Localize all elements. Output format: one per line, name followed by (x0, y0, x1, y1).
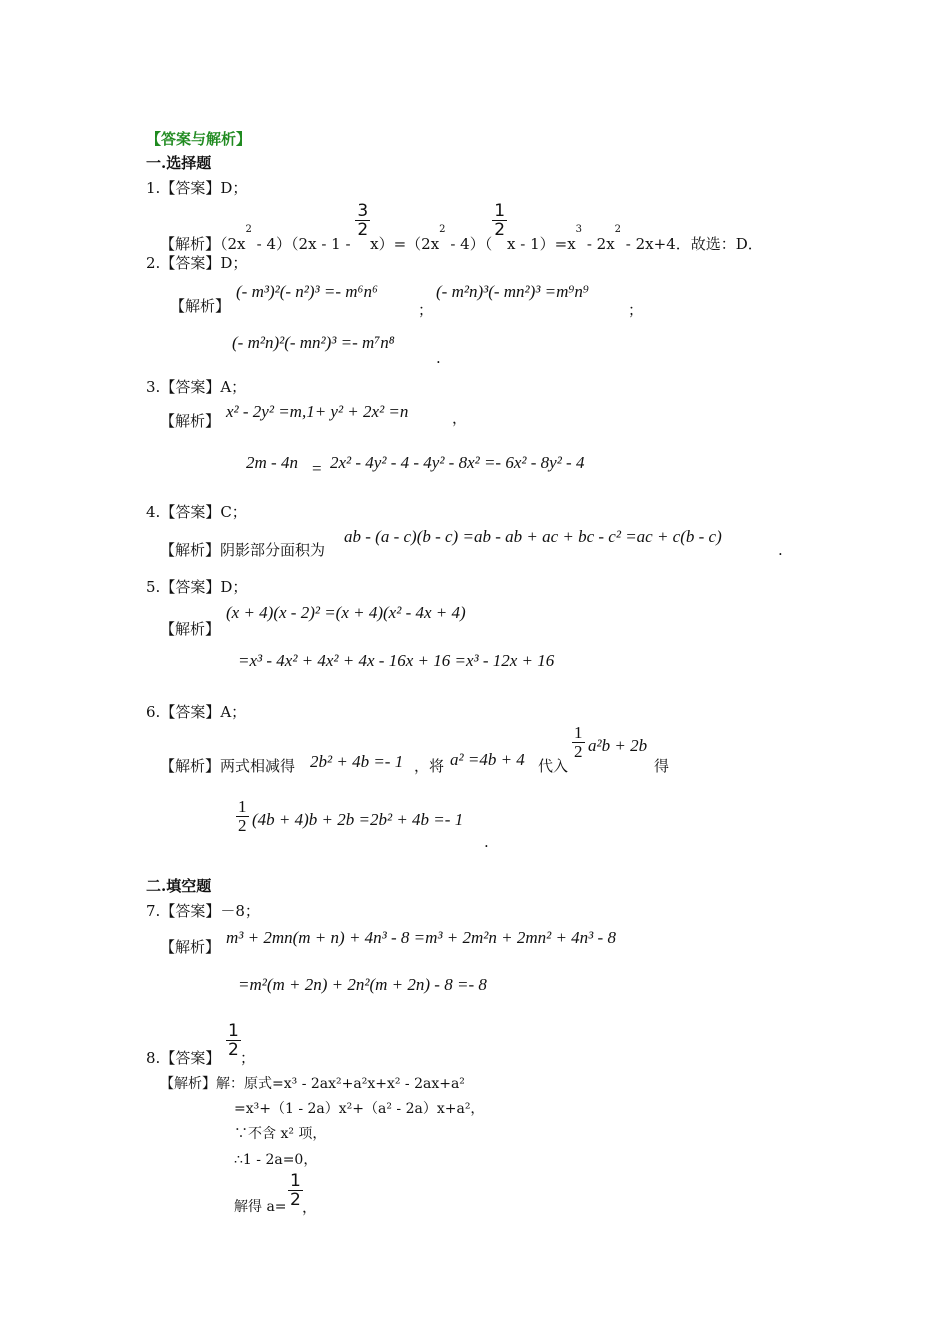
q6-e1: 2b² + 4b =- 1 (310, 752, 404, 771)
q6-l2-den: 2 (238, 816, 247, 835)
q8-l5-den: 2 (290, 1190, 301, 1210)
q2-answer (146, 253, 247, 273)
q1-answer-value: D； (220, 179, 248, 197)
q6-t1: 两式相减得 (220, 757, 296, 775)
q8-result-fraction (288, 1172, 303, 1209)
q6-e2: a² =4b + 4 (450, 750, 525, 769)
q4-explanation (160, 540, 325, 560)
q1-jx-e: x - 1）=x (507, 234, 576, 253)
answer-label: 【答案】 (160, 578, 221, 596)
q2-line3: (- m²n)²(- mn²)³ =- m⁷n⁸ (232, 333, 395, 352)
q5-answer-value: D； (220, 578, 248, 596)
q4-expr: ab - (a - c)(b - c) =ab - ab + ac + bc - c² =ac + c(b - c) (344, 527, 722, 546)
q6-fraction (572, 724, 585, 761)
q3-answer-value: A； (220, 378, 247, 396)
q8-frac-den: 2 (228, 1040, 239, 1060)
explanation-label: 【解析】 (160, 541, 221, 559)
q1-jx-d: - 4）（ (445, 234, 493, 253)
q3-formula-1 (226, 402, 408, 422)
answer-label: 【答案】 (160, 1049, 221, 1067)
answer-label: 【答案】 (160, 503, 221, 521)
q8-semicolon: ； (240, 1049, 256, 1067)
q6-e3: a²b + 2b (588, 736, 648, 755)
q6-answer-value: A； (220, 703, 247, 721)
q4-end: . (778, 541, 783, 559)
q5-formula-2 (238, 651, 554, 671)
q3-answer (146, 377, 246, 397)
q5-num: 5. (146, 578, 161, 596)
q6-line2 (252, 810, 463, 830)
q1-frac-num: 3 (357, 201, 369, 221)
q6-eq2 (450, 750, 525, 770)
q6-eq3 (588, 736, 647, 756)
q1-jx-a: （2x (220, 234, 246, 253)
q2-formula-3 (232, 333, 395, 353)
q1-jx-c: x）=（2x (370, 234, 440, 253)
q8-explanation-line5: 解得 a= (234, 1199, 287, 1215)
q3-explanation-label: 【解析】 (160, 412, 221, 430)
q7-answer (146, 901, 260, 921)
q4-formula (344, 527, 722, 547)
answer-heading: 【答案与解析】 (146, 130, 252, 148)
q7-line1: m³ + 2mn(m + n) + 4n³ - 8 =m³ + 2m²n + 2mn² + 4n³ - 8 (226, 928, 616, 947)
q8-explanation-line1 (160, 1074, 465, 1094)
q8-answer-fraction (226, 1022, 241, 1059)
answer-label: 【答案】 (160, 254, 221, 272)
q1-frac2-num: 1 (494, 201, 506, 221)
q3-formula-2a (246, 453, 298, 473)
q6-eq1 (310, 752, 403, 772)
q5-formula-1 (226, 603, 466, 623)
q1-answer (146, 178, 247, 198)
q1-frac-den: 2 (357, 220, 369, 240)
q2-answer-value: D； (220, 254, 248, 272)
q8-l5-num: 1 (290, 1171, 301, 1191)
q8-end: ， (302, 1198, 318, 1216)
q2-formula-1 (236, 282, 378, 302)
q4-num: 4. (146, 503, 161, 521)
q6-line2-fraction (236, 798, 249, 835)
explanation-label: 【解析】 (160, 234, 221, 253)
q1-fraction-2 (492, 202, 507, 239)
q7-formula-2 (238, 975, 487, 995)
q1-explanation: 【解析】$(2x^2 - 4)(2x - 1$ - $\frac{3}{2}$ $x)=(2x^2 - 4)$（ $\frac{1}{2}$ $x - 1)=x^3 - 2x^2 - 2x+4$．故选：D． (160, 201, 763, 253)
q7-answer-value: －8； (220, 902, 260, 920)
q2-sep-1: ； (418, 301, 434, 319)
q5-line1: (x + 4)(x - 2)² =(x + 4)(x² - 4x + 4) (226, 603, 466, 622)
q7-line2: =m²(m + 2n) + 2n²(m + 2n) - 8 =- 8 (238, 975, 487, 994)
q7-formula-1 (226, 928, 616, 948)
q4-answer (146, 502, 247, 522)
q6-l2-num: 1 (238, 797, 247, 816)
section-fill-blank: 二.填空题 (146, 877, 212, 895)
q5-explanation-label: 【解析】 (160, 620, 221, 638)
q2-sep-2: ； (628, 301, 644, 319)
q6-t4: 得 (654, 757, 670, 775)
q3-num: 3. (146, 378, 161, 396)
q4-text: 阴影部分面积为 (220, 541, 326, 559)
q3-sep: ， (452, 409, 468, 427)
q3-eq: = (312, 459, 322, 478)
q8-frac-num: 1 (228, 1021, 239, 1041)
q3-line2a: 2m - 4n (246, 453, 298, 472)
explanation-label: 【解析】 (160, 757, 221, 775)
q6-num: 6. (146, 703, 161, 721)
q1-fraction (355, 202, 370, 239)
answer-label: 【答案】 (160, 378, 221, 396)
q4-answer-value: C； (220, 503, 247, 521)
q5-answer (146, 577, 247, 597)
q7-num: 7. (146, 902, 161, 920)
q2-end: . (436, 349, 441, 367)
q5-line2: =x³ - 4x² + 4x² + 4x - 16x + 16 =x³ - 12x + 16 (238, 651, 555, 670)
q6-t2: ，将 (414, 757, 445, 775)
answer-label: 【答案】 (160, 703, 221, 721)
q2-explanation-label: 【解析】 (170, 297, 231, 315)
q7-explanation-label: 【解析】 (160, 938, 221, 956)
q6-t3: 代入 (538, 757, 569, 775)
q8-num: 8. (146, 1049, 161, 1067)
q2-line1: (- m³)²(- n²)³ =- m⁶n⁶ (236, 282, 378, 301)
q2-line2: (- m²n)³(- mn²)³ =m⁹n⁹ (436, 282, 589, 301)
q1-jx-b: - 4）（2x - 1 - (251, 234, 356, 253)
q8-explanation-line3: ∵不含 x² 项， (234, 1126, 327, 1142)
answer-label: 【答案】 (160, 902, 221, 920)
explanation-label: 【解析】 (160, 1076, 216, 1092)
q6-explanation (160, 756, 295, 776)
section-multiple-choice: 一.选择题 (146, 154, 212, 172)
q2-formula-2 (436, 282, 589, 302)
answer-label: 【答案】 (160, 179, 221, 197)
q8-explanation-line4: ∴1 - 2a=0， (234, 1152, 318, 1168)
q1-frac2-den: 2 (494, 220, 506, 240)
q6-answer (146, 702, 246, 722)
q8-answer (146, 1048, 220, 1068)
q3-formula-2b (330, 453, 584, 473)
q8-explanation-line2: =x³+（1 - 2a）x²+（a² - 2a）x+a²， (234, 1101, 485, 1117)
q6-l2: (4b + 4)b + 2b =2b² + 4b =- 1 (252, 810, 464, 829)
q1-jx-f: - 2x (582, 234, 615, 253)
q6-frac-num: 1 (574, 723, 583, 742)
q6-end: . (484, 833, 489, 851)
q8-l1: 解：原式=x³ - 2ax²+a²x+x² - 2ax+a² (216, 1076, 465, 1092)
q3-line2b: 2x² - 4y² - 4 - 4y² - 8x² =- 6x² - 8y² - 4 (330, 453, 585, 472)
q1-jx-g: - 2x+4．故选：D． (621, 234, 763, 253)
q6-frac-den: 2 (574, 742, 583, 761)
q1-num: 1. (146, 179, 161, 197)
q2-num: 2. (146, 254, 161, 272)
q3-line1: x² - 2y² =m,1+ y² + 2x² =n (226, 402, 409, 421)
